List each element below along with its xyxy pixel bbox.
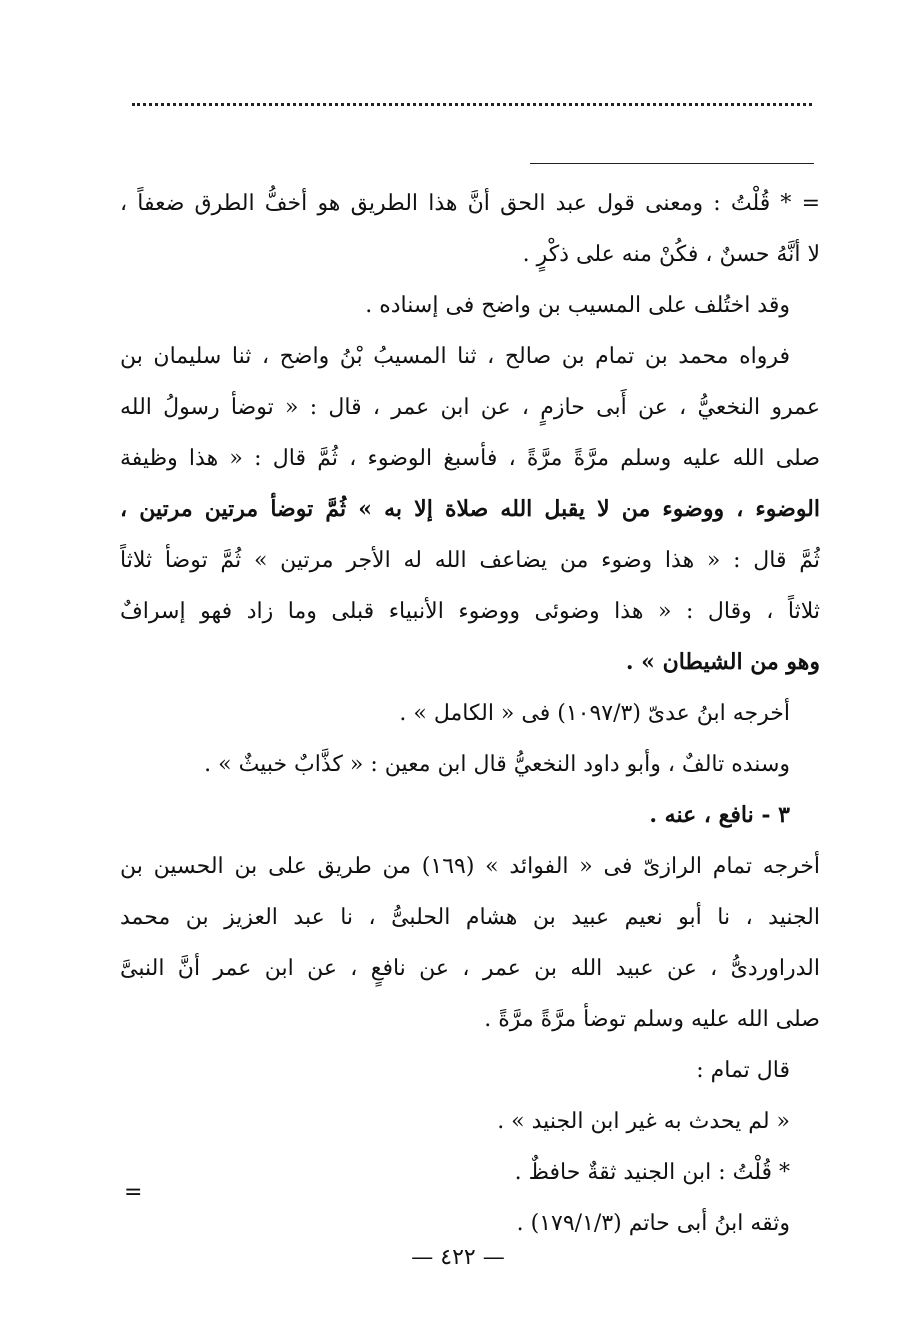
text-line-6: صلى الله عليه وسلم مرَّةً مرَّةً ، فأسبغ الوضوء ، ثُمَّ قال : « هذا وظيفة [120,446,820,471]
text-line-5: عمرو النخعيُّ ، عن أَبى حازمٍ ، عن ابن عمر ، قال : « توضأ رسولُ الله [120,395,820,420]
text-line-2: لا أنَّهُ حسنٌ ، فكُنْ منه على ذكْرٍ . [522,242,820,267]
text-line-15: الجنيد ، نا أبو نعيم عبيد بن هشام الحلبىُّ ، نا عبد العزيز بن محمد [120,905,820,930]
text-line-7: الوضوء ، ووضوء من لا يقبل الله صلاة إلا به » ثُمَّ توضأ مرتين مرتين ، [120,496,820,522]
text-line-19: « لم يحدث به غير ابن الجنيد » . [497,1109,790,1134]
text-line-20: * قُلْتُ : ابن الجنيد ثقةٌ حافظٌ . [514,1160,790,1185]
footnote-rule [530,163,814,164]
text-line-14: أخرجه تمام الرازىّ فى « الفوائد » (١٦٩) من طريق على بن الحسين بن [120,854,820,879]
text-line-21: وثقه ابنُ أبى حاتم (١٧٩/١/٣) . [516,1211,790,1236]
text-line-1: = * قُلْتُ : ومعنى قول عبد الحق أنَّ هذا الطريق هو أخفُّ الطرق ضعفاً ، [120,191,820,216]
text-line-12: وسنده تالفٌ ، وأبو داود النخعيُّ قال ابن معين : « كذَّابٌ خبيثٌ » . [204,752,790,777]
footnote-text [120,178,820,1249]
dotted-separator [132,103,812,106]
text-line-9: ثلاثاً ، وقال : « هذا وضوئى ووضوء الأنبياء قبلى وما زاد فهو إسرافٌ [120,599,820,624]
text-line-17: صلى الله عليه وسلم توضأ مرَّةً مرَّةً . [484,1007,820,1032]
page-number: — ٤٢٢ — [411,1245,505,1270]
continuation-mark: = [124,1180,143,1205]
section-heading: ٣ - نافع ، عنه . [649,802,790,828]
text-line-8: ثُمَّ قال : « هذا وضوء من يضاعف الله له الأجر مرتين » ثُمَّ توضأ ثلاثاً [120,548,820,573]
text-line-11: أخرجه ابنُ عدىّ (١٠٩٧/٣) فى « الكامل » . [399,701,790,726]
text-line-4: فرواه محمد بن تمام بن صالح ، ثنا المسيبُ بْنُ واضح ، ثنا سليمان بن [120,344,790,369]
text-line-3: وقد اختُلف على المسيب بن واضح فى إسناده . [365,293,790,318]
text-line-18: قال تمام : [696,1058,790,1083]
text-line-10: وهو من الشيطان » . [625,649,820,675]
text-line-16: الدراوردىُّ ، عن عبيد الله بن عمر ، عن نافعٍ ، عن ابن عمر أنَّ النبىَّ [120,956,820,981]
